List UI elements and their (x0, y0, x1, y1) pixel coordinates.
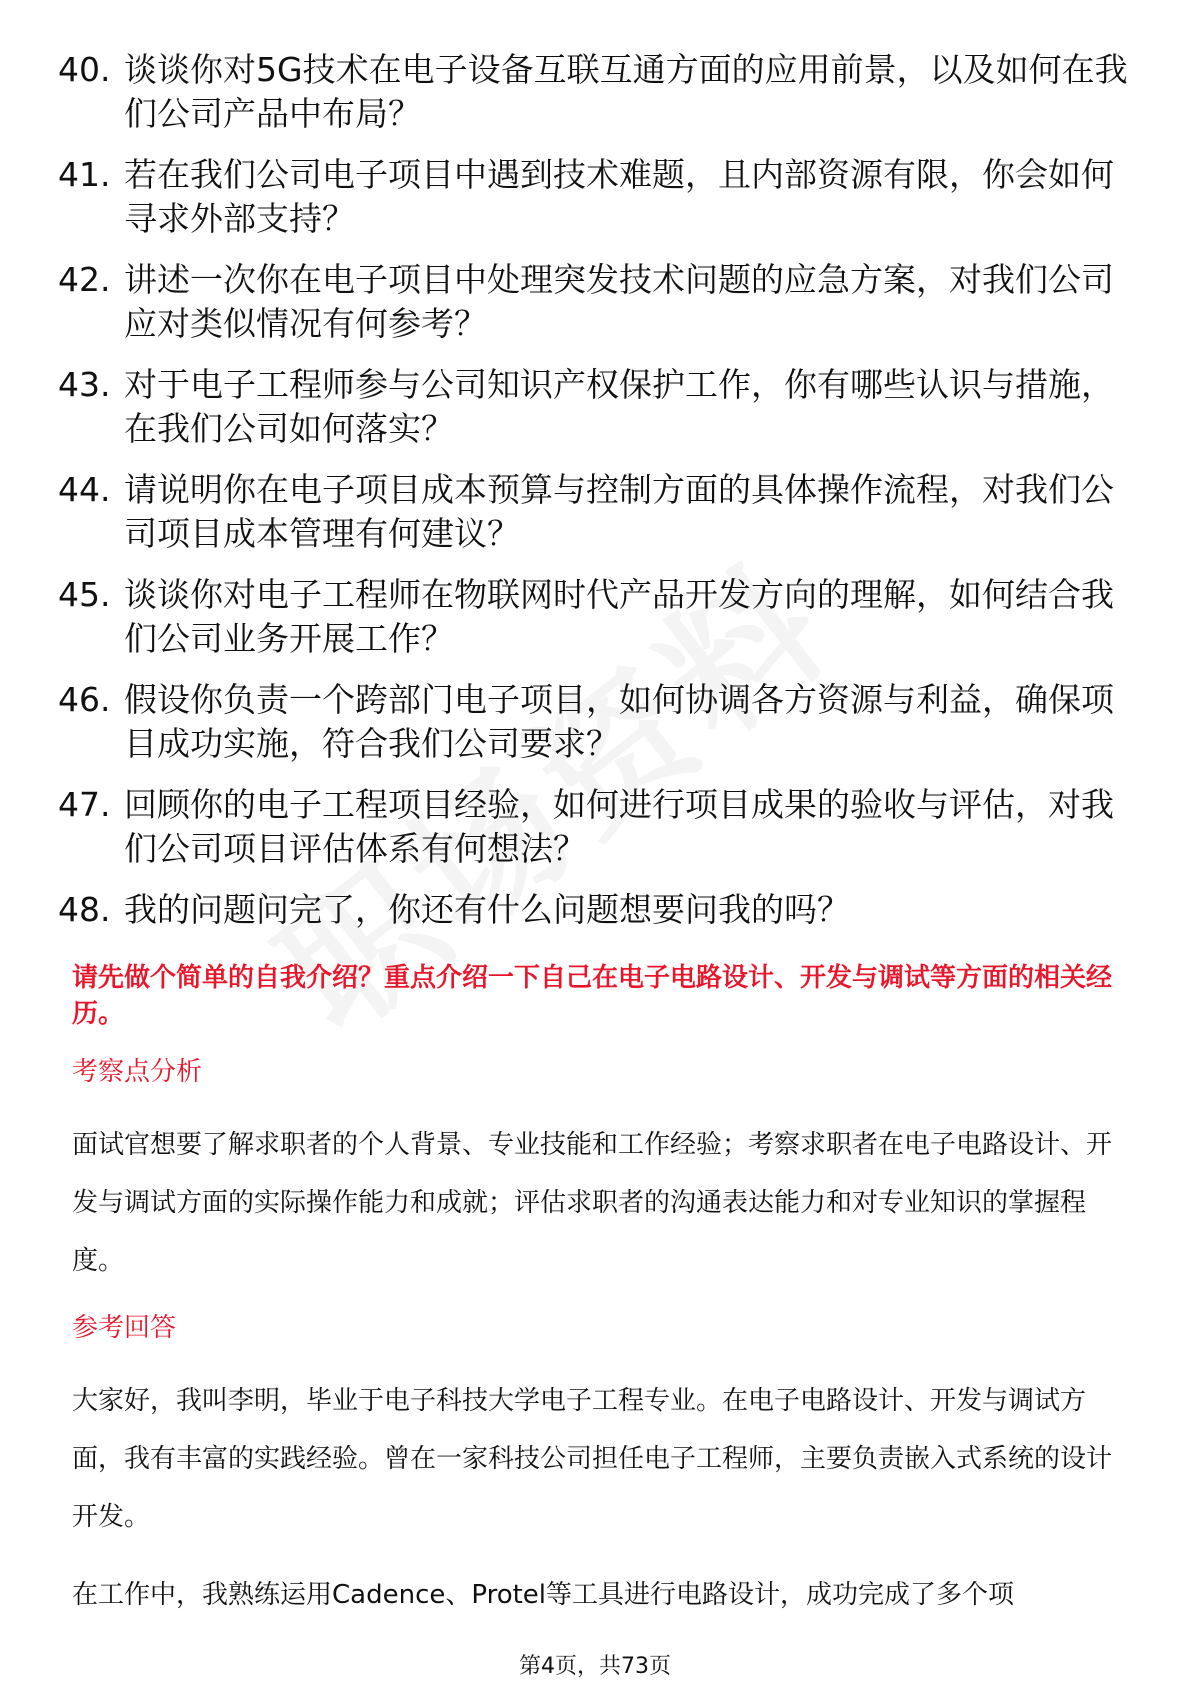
question-text: 请说明你在电子项目成本预算与控制方面的具体操作流程，对我们公司项目成本管理有何建议？ (124, 470, 1114, 553)
question-text: 谈谈你对电子工程师在物联网时代产品开发方向的理解，如何结合我们公司业务开展工作？ (124, 575, 1114, 658)
answer-heading: 参考回答 (72, 1313, 177, 1343)
qa-section (72, 960, 1122, 1644)
question-number: 43. (58, 365, 111, 404)
question-number: 47. (58, 785, 111, 824)
answer-paragraph: 大家好，我叫李明，毕业于电子科技大学电子工程专业。在电子电路设计、开发与调试方面，我有丰富的实践经验。曾在一家科技公司担任电子工程师，主要负责嵌入式系统的设计开发。 (72, 1386, 1113, 1532)
question-text: 若在我们公司电子项目中遇到技术难题，且内部资源有限，你会如何寻求外部支持？ (124, 155, 1114, 238)
list-item (58, 153, 1128, 241)
list-item (58, 48, 1128, 136)
interview-question-heading: 请先做个简单的自我介绍？重点介绍一下自己在电子电路设计、开发与调试等方面的相关经历。 (72, 963, 1113, 1029)
question-number: 41. (58, 155, 111, 194)
page-footer: 第4页，共73页 (519, 1654, 671, 1679)
question-number: 48. (58, 890, 111, 929)
list-item (58, 888, 1128, 932)
list-item (58, 573, 1128, 661)
list-item (58, 783, 1128, 871)
list-item (58, 468, 1128, 556)
analysis-paragraph: 面试官想要了解求职者的个人背景、专业技能和工作经验；考察求职者在电子电路设计、开发与调试方面的实际操作能力和成就；评估求职者的沟通表达能力和对专业知识的掌握程度。 (72, 1130, 1113, 1276)
question-number: 45. (58, 575, 111, 614)
question-list (58, 48, 1128, 949)
question-number: 40. (58, 50, 111, 89)
question-text: 回顾你的电子工程项目经验，如何进行项目成果的验收与评估，对我们公司项目评估体系有何想法？ (124, 785, 1114, 868)
question-text: 对于电子工程师参与公司知识产权保护工作，你有哪些认识与措施，在我们公司如何落实？ (124, 365, 1114, 448)
answer-paragraph: 在工作中，我熟练运用Cadence、Protel等工具进行电路设计，成功完成了多个项 (72, 1580, 1015, 1610)
question-text: 谈谈你对5G技术在电子设备互联互通方面的应用前景，以及如何在我们公司产品中布局？ (124, 50, 1128, 133)
question-text: 讲述一次你在电子项目中处理突发技术问题的应急方案，对我们公司应对类似情况有何参考？ (124, 260, 1114, 343)
question-text: 假设你负责一个跨部门电子项目，如何协调各方资源与利益，确保项目成功实施，符合我们公司要求？ (124, 680, 1114, 763)
question-number: 44. (58, 470, 111, 509)
question-number: 46. (58, 680, 111, 719)
list-item (58, 258, 1128, 346)
question-text: 我的问题问完了，你还有什么问题想要问我的吗？ (124, 890, 850, 929)
list-item (58, 363, 1128, 451)
analysis-heading: 考察点分析 (72, 1057, 203, 1087)
list-item (58, 678, 1128, 766)
question-number: 42. (58, 260, 111, 299)
